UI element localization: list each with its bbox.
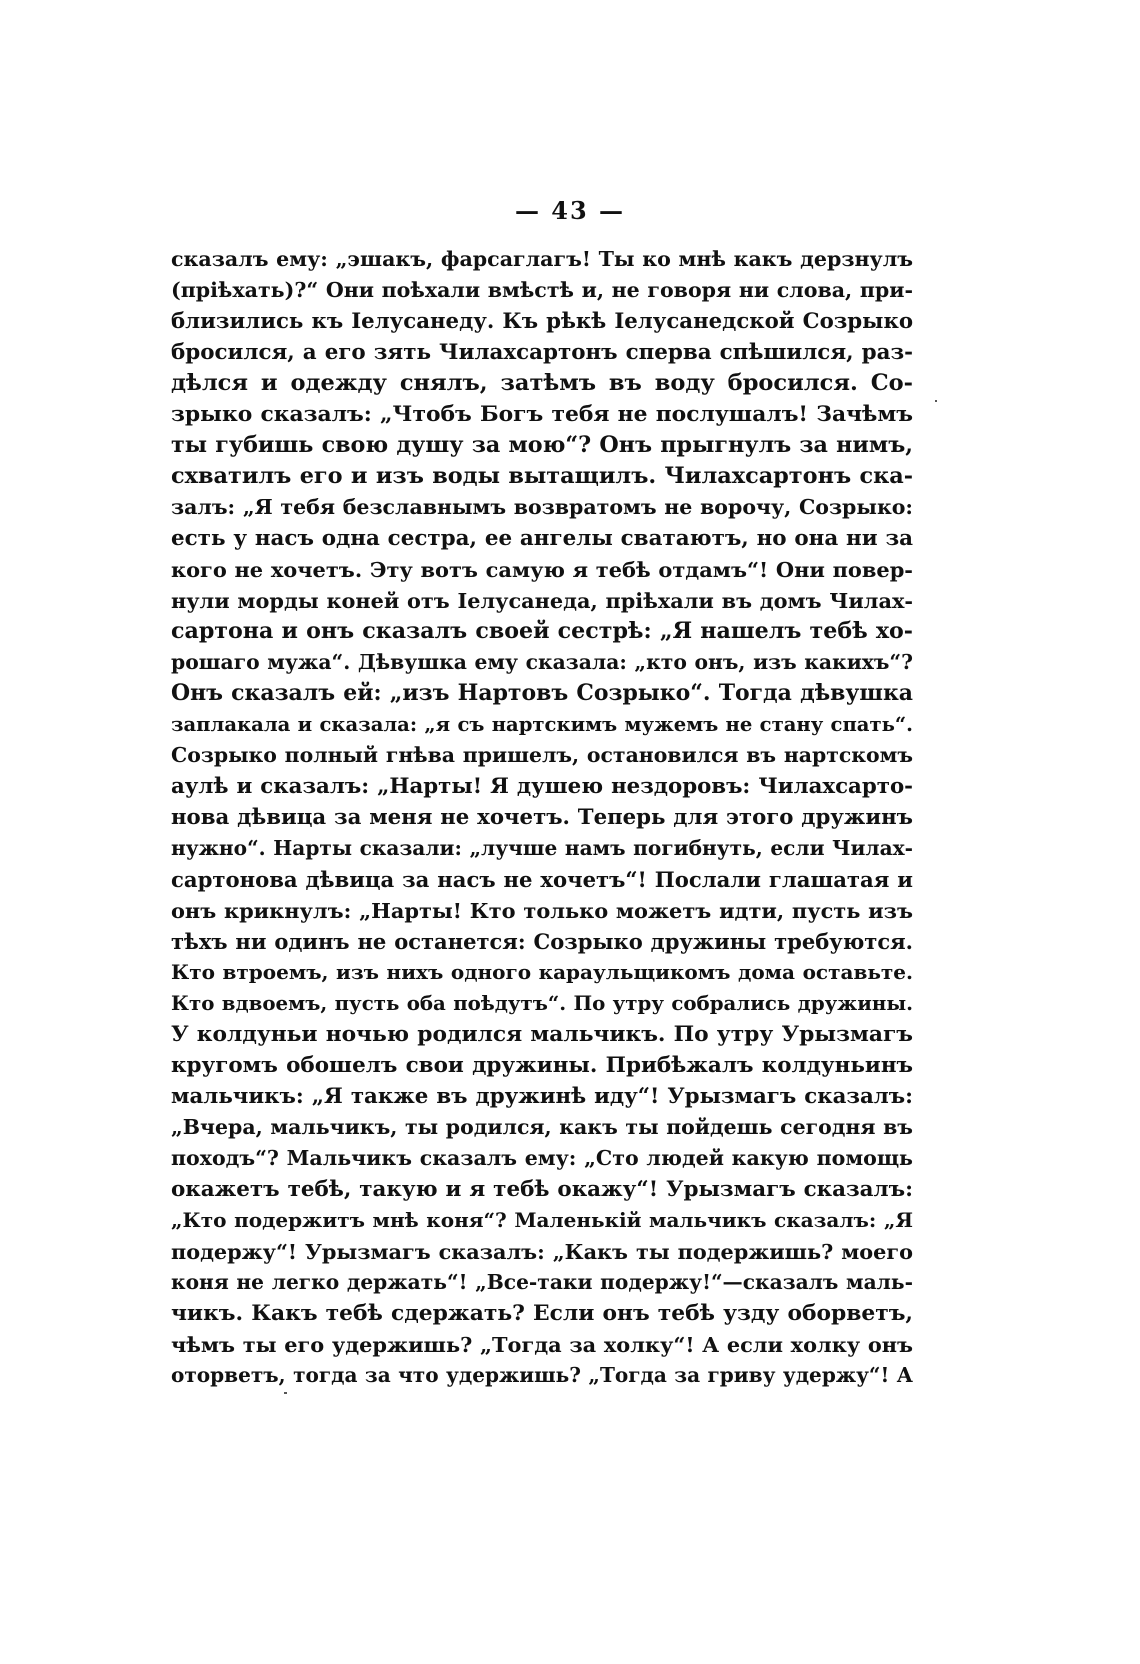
- text-line: ты губишь свою душу за мою“? Онъ прыгнулъ за нимъ,: [171, 432, 913, 458]
- text-line: кого не хочетъ. Эту вотъ самую я тебѣ отдамъ“! Они повер-: [171, 557, 913, 582]
- text-line: У колдуньи ночью родился мальчикъ. По утру Урызмагъ: [171, 1022, 913, 1047]
- text-line: чикъ. Какъ тебѣ сдержать? Если онъ тебѣ узду оборветъ,: [171, 1301, 913, 1326]
- text-line: сартонова дѣвица за насъ не хочетъ“! Послали глашатая и: [171, 867, 913, 892]
- text-line: Онъ сказалъ ей: „изъ Нартовъ Созрыко“. Тогда дѣвушка: [171, 680, 913, 706]
- text-line: „Вчера, мальчикъ, ты родился, какъ ты пойдешь сегодня въ: [171, 1115, 913, 1139]
- text-line: нужно“. Нарты сказали: „лучше намъ погибнуть, если Чилах-: [171, 836, 913, 860]
- text-line: Кто вдвоемъ, пусть оба поѣдутъ“. По утру собрались дружины.: [171, 991, 913, 1015]
- body-text: [171, 244, 913, 1391]
- text-line: нова дѣвица за меня не хочетъ. Теперь для этого дружинъ: [171, 805, 913, 830]
- text-line: сартона и онъ сказалъ своей сестрѣ: „Я нашелъ тебѣ хо-: [171, 618, 913, 644]
- text-line: нули морды коней отъ Іелусанеда, пріѣхали въ домъ Чилах-: [171, 588, 913, 613]
- text-line: залъ: „Я тебя безславнымъ возвратомъ не ворочу, Созрыко:: [171, 495, 913, 519]
- text-line: Кто втроемъ, изъ нихъ одного караульщикомъ дома оставьте.: [171, 960, 913, 984]
- text-line: заплакала и сказала: „я съ нартскимъ мужемъ не стану спать“.: [171, 713, 913, 736]
- text-line: „Кто подержитъ мнѣ коня“? Маленькій мальчикъ сказалъ: „Я: [171, 1208, 913, 1232]
- text-line: подержу“! Урызмагъ сказалъ: „Какъ ты подержишь? моего: [171, 1239, 913, 1264]
- text-line: сказалъ ему: „эшакъ, фарсаглагъ! Ты ко мнѣ какъ дерзнулъ: [171, 247, 913, 271]
- text-line: есть у насъ одна сестра, ее ангелы сватаютъ, но она ни за: [171, 526, 913, 551]
- text-line: (пріѣхать)?“ Они поѣхали вмѣстѣ и, не говоря ни слова, при-: [171, 278, 913, 302]
- text-line: коня не легко держать“! „Все-таки подержу!“—сказалъ маль-: [171, 1270, 913, 1294]
- text-line: онъ крикнулъ: „Нарты! Кто только можетъ идти, пусть изъ: [171, 898, 913, 923]
- text-line: мальчикъ: „Я также въ дружинѣ иду“! Урызмагъ сказалъ:: [171, 1084, 913, 1109]
- scan-speck: [284, 1392, 287, 1394]
- text-line: кругомъ обошелъ свои дружины. Прибѣжалъ колдуньинъ: [171, 1053, 913, 1078]
- text-line: схватилъ его и изъ воды вытащилъ. Чилахсартонъ ска-: [171, 463, 913, 489]
- text-line: окажетъ тебѣ, такую и я тебѣ окажу“! Урызмагъ сказалъ:: [171, 1177, 913, 1202]
- text-line: близились къ Іелусанеду. Къ рѣкѣ Іелусанедской Созрыко: [171, 309, 913, 334]
- text-line: тѣхъ ни одинъ не останется: Созрыко дружины требуются.: [171, 929, 913, 954]
- text-line: аулѣ и сказалъ: „Нарты! Я душею нездоровъ: Чилахсарто-: [171, 774, 913, 799]
- text-line: походъ“? Мальчикъ сказалъ ему: „Сто людей какую помощь: [171, 1146, 913, 1170]
- page-number: — 43 —: [514, 196, 626, 225]
- text-line: рошаго мужа“. Дѣвушка ему сказала: „кто онъ, изъ какихъ“?: [171, 650, 913, 674]
- text-line: бросился, а его зять Чилахсартонъ сперва спѣшился, раз-: [171, 340, 913, 365]
- text-line: оторветъ, тогда за что удержишь? „Тогда за гриву удержу“! А: [171, 1363, 913, 1387]
- text-line: Созрыко полный гнѣва пришелъ, остановился въ нартскомъ: [171, 743, 913, 767]
- text-line: чѣмъ ты его удержишь? „Тогда за холку“! А если холку онъ: [171, 1332, 913, 1357]
- scan-speck: [935, 400, 937, 402]
- text-line: дѣлся и одежду снялъ, затѣмъ въ воду бросился. Со-: [171, 370, 913, 396]
- text-line: зрыко сказалъ: „Чтобъ Богъ тебя не послушалъ! Зачѣмъ: [171, 402, 913, 427]
